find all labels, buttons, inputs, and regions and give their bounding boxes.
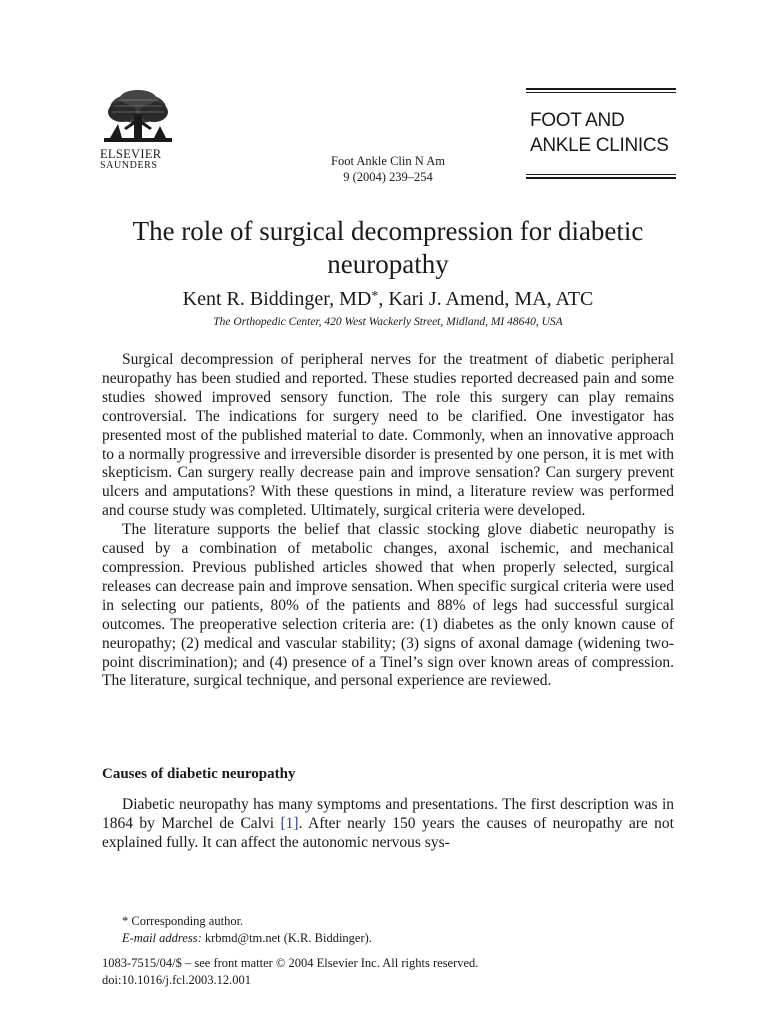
email-address[interactable]: krbmd@tm.net (K.R. Biddinger).: [201, 931, 372, 945]
author-separator: ,: [378, 288, 389, 310]
abstract-paragraph-2: The literature supports the belief that classic stocking glove diabetic neuropathy is caused by a combination of metabolic changes, axonal ischemic, and mechanical compression. Previous published articles showed that when properly selected, surgical releases can decrease pain and improve sensation. When specific surgical criteria were used in selecting our patients, 80% of the patients and 88% of legs had successful surgical outcomes. The preoperative selection criteria are: (1) diabetes as the only known cause of neuropathy; (2) medical and vascular stability; (3) signs of axonal damage (widening two-point discrimination); and (4) presence of a Tinel’s sign over known areas of compression. The literature, surgical technique, and personal experience are reviewed.: [102, 521, 674, 690]
brand-rule-bottom: [526, 177, 676, 179]
corresponding-author-mark[interactable]: *: [371, 289, 379, 304]
section-body: [102, 796, 674, 853]
journal-citation: [300, 153, 476, 185]
corresponding-author-note: * Corresponding author.: [122, 914, 244, 928]
imprint-name: SAUNDERS: [100, 160, 158, 171]
copyright-line: 1083-7515/04/$ – see front matter © 2004 Elsevier Inc. All rights reserved.: [102, 956, 479, 970]
email-label: E-mail address:: [122, 931, 202, 945]
doi-line[interactable]: doi:10.1016/j.fcl.2003.12.001: [102, 973, 251, 987]
journal-volume-pages: 9 (2004) 239–254: [343, 170, 433, 184]
brand-rule-top: [526, 88, 676, 90]
email-line: [122, 930, 372, 947]
publisher-name: ELSEVIER: [100, 147, 162, 161]
article-title: The role of surgical decompression for diabetic neuropathy: [132, 216, 644, 279]
section-paragraph-1: [102, 796, 674, 853]
footnote: [122, 913, 372, 947]
author-2: Kari J. Amend, MA, ATC: [388, 288, 594, 310]
reference-link-1[interactable]: [1]: [280, 814, 299, 832]
section-text-1: Diabetic neuropathy has many symptoms and presentations. The first description was in 1864 by Marchel de Calvi: [102, 796, 674, 832]
section-heading: Causes of diabetic neuropathy: [102, 766, 296, 782]
copyright-block: [102, 955, 478, 989]
journal-brand-line1: FOOT AND: [530, 110, 625, 131]
author-affiliation: The Orthopedic Center, 420 West Wackerly Street, Midland, MI 48640, USA: [213, 316, 563, 328]
section-text-2: . After nearly 150 years the causes of neuropathy are not explained fully. It can affect the autonomic nervous sys-: [102, 814, 674, 851]
journal-brand-line2: ANKLE CLINICS: [530, 135, 669, 156]
journal-brand: [526, 88, 676, 184]
journal-abbrev: Foot Ankle Clin N Am: [331, 154, 445, 168]
abstract-paragraph-1: Surgical decompression of peripheral nerves for the treatment of diabetic peripheral neuropathy has been studied and reported. These studies reported decreased pain and some studies showed improved sensory function. The role this surgery can play remains controversial. The indications for surgery need to be clarified. One investigator has presented most of the published material to date. Commonly, when an innovative approach to a normally progressive and irreversible disorder is presented by one person, it is met with skepticism. Can surgery really decrease pain and improve sensation? Can surgery prevent ulcers and amputations? With these questions in mind, a literature review was performed and course study was completed. Ultimately, surgical criteria were developed.: [102, 351, 674, 520]
author-1: Kent R. Biddinger, MD: [182, 288, 372, 310]
author-list: [100, 286, 676, 312]
brand-rule-bottom-thin: [526, 174, 676, 175]
brand-rule-top-thin: [526, 92, 676, 93]
abstract: [102, 351, 674, 691]
